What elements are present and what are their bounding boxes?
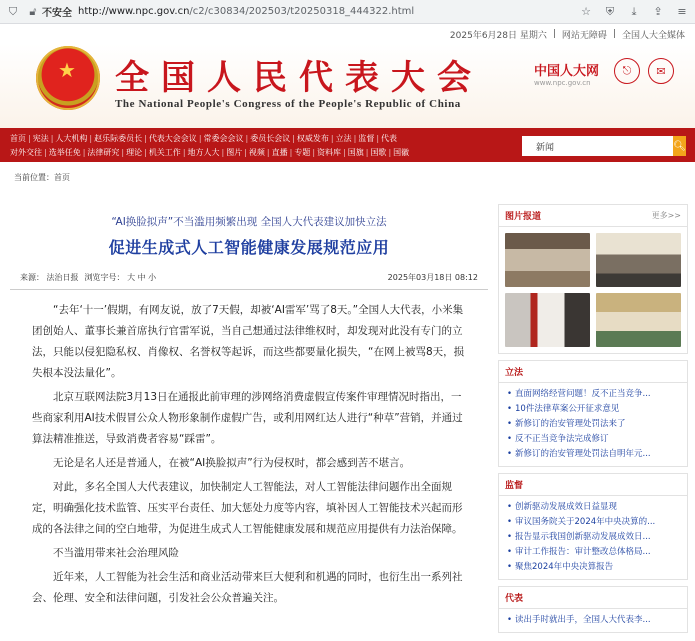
list-item[interactable]: • 新修订的治安管理处罚法来了 (507, 417, 679, 432)
nav-separator: | (144, 148, 147, 157)
news-photo[interactable] (505, 233, 590, 287)
article-body (10, 290, 488, 609)
news-photo[interactable] (505, 293, 590, 347)
nav-item[interactable]: 专题 (294, 148, 311, 157)
nav-item[interactable]: 首页 (10, 134, 26, 143)
legislation-block (498, 360, 688, 467)
nav-item[interactable]: 权威发布 (296, 134, 329, 143)
site-header (0, 44, 695, 128)
nav-item[interactable]: 立法 (335, 134, 352, 143)
paragraph: 北京互联网法院3月13日在通报此前审理的涉网络消费虚假宣传案件审理情况时指出，一些商家利用AI技术假冒公众人物形象制作虚假广告，或利用网红达人进行“种草”营销，并通过算法精准推送，导致消费者容易“踩雷”。 (32, 391, 463, 445)
nav-item[interactable]: 常委会会议 (203, 134, 244, 143)
nav-separator: | (50, 134, 54, 143)
list-item[interactable]: • 10件法律草案公开征求意见 (507, 402, 679, 417)
list-item[interactable]: • 审议国务院关于2024年中央决算的... (507, 515, 679, 530)
more-link[interactable]: 更多>> (651, 211, 681, 220)
nav-separator: | (44, 148, 47, 157)
nav-item[interactable]: 代表 (381, 134, 398, 143)
main-nav (0, 128, 695, 162)
supervision-title[interactable]: 监督 (505, 481, 524, 491)
nav-links (0, 128, 500, 162)
nav-item[interactable]: 国徽 (393, 148, 410, 157)
paragraph: 对此，多名全国人大代表建议，加快制定人工智能法，对人工智能法律问题作出全面规定，明确强化技术监管、压实平台责任、加大惩处力度等内容，填补因人工智能技术兴起而形成的各法律之间的空白地带，为促进生成式人工智能健康发展和规范应用提供有力法治保障。 (32, 481, 463, 535)
nav-item[interactable]: 资料库 (317, 148, 342, 157)
font-size-control[interactable]: 浏览字号： 大 中 小 (84, 273, 157, 282)
nav-item[interactable]: 人大机构 (55, 134, 88, 143)
nav-separator: | (312, 148, 316, 157)
list-item[interactable]: • 新修订的治安管理处罚法自明年元... (507, 447, 679, 462)
deputy-block (498, 586, 688, 633)
url-host: http://www.npc.gov.cn (78, 6, 190, 17)
mail-icon[interactable]: ✉ (648, 58, 674, 84)
list-item[interactable]: • 报告显示我国创新驱动发展成效日... (507, 530, 679, 545)
nav-item[interactable]: 国歌 (370, 148, 387, 157)
nav-row (10, 146, 500, 160)
nav-item[interactable]: 法律研究 (87, 148, 120, 157)
site-title[interactable]: 全国人民代表大会 (115, 58, 483, 98)
search-label: 新闻 (536, 142, 555, 153)
nav-separator: | (292, 134, 295, 143)
all-media-link[interactable]: 全国人大全媒体 (621, 30, 685, 41)
article-source: 来源： 法治日报 (20, 273, 79, 282)
nav-separator: | (353, 134, 357, 143)
menu-icon[interactable]: ≡ (677, 5, 687, 18)
nav-separator: | (182, 148, 186, 157)
browser-address-bar[interactable] (0, 0, 695, 24)
share-icon[interactable]: ⇪ (653, 5, 663, 18)
paragraph: “去年‘十一’假期，有网友说，放了7天假，却被‘AI雷军’骂了8天。”全国人大代表，小米集团创始人、董事长兼首席执行官雷军说，当自己想通过法律维权时，却发现对此没有专门的立法，只能以侵犯隐私权、肖像权、名誉权等起诉，而这些都要量化损失，“在网上被骂8天，损失根本没法量化”。 (32, 304, 465, 379)
article-kicker: “AI换脸拟声”不当滥用频繁出现 全国人大代表建议加快立法 (111, 216, 387, 228)
photo-report-block (498, 204, 688, 354)
shield-check-icon[interactable]: ⛨ (605, 4, 615, 18)
list-item[interactable]: • 审计工作报告：审计整改总体格局... (507, 545, 679, 560)
nav-item[interactable]: 宪法 (32, 134, 49, 143)
nav-separator: | (28, 134, 31, 143)
accessible-link[interactable]: 网站无障碍 (561, 30, 607, 41)
top-strip: 2025年6月28日 星期六 | 网站无障碍 | 全国人大全媒体 (449, 29, 685, 41)
nav-separator: | (343, 148, 346, 157)
shield-icon[interactable]: ⛉ (8, 4, 18, 18)
npc-logo-en: www.npc.gov.cn (534, 79, 591, 87)
nav-item[interactable]: 机关工作 (148, 148, 181, 157)
national-emblem-icon: ★ (36, 46, 100, 110)
url-path: /c2/c30834/202503/t20250318_444322.html (189, 6, 415, 17)
deputy-title[interactable]: 代表 (505, 594, 524, 604)
current-date: 2025年6月28日 星期六 (449, 30, 547, 41)
breadcrumb: 当前位置：首页 (14, 172, 70, 182)
article-date: 2025年03月18日 08:12 (387, 273, 478, 282)
paragraph: 无论是名人还是普通人，在被“AI换脸拟声”行为侵权时，都会感到苦不堪言。 (53, 457, 411, 469)
nav-separator: | (289, 148, 293, 157)
nav-separator: | (266, 148, 270, 157)
photo-report-title[interactable]: 图片报道 (505, 212, 542, 222)
nav-item[interactable]: 视频 (248, 148, 265, 157)
site-subtitle: The National People's Congress of the People's Republic of China (115, 98, 461, 110)
nav-separator: | (121, 148, 125, 157)
nav-separator: | (221, 148, 225, 157)
list-item[interactable]: • 聚焦2024年中央决算报告 (507, 560, 679, 575)
search-button[interactable]: 🔍︎ (673, 136, 686, 156)
article-meta (10, 272, 488, 290)
list-item[interactable]: • 反不正当竞争法完成修订 (507, 432, 679, 447)
nav-item[interactable]: 地方人大 (187, 148, 220, 157)
sidebar (498, 204, 688, 639)
paragraph: 近年来，人工智能为社会生活和商业活动带来巨大便利和机遇的同时，也衍生出一系列社会、伦理、安全和法律问题，引发社会公众普遍关注。 (32, 571, 463, 604)
download-icon[interactable]: ⤓ (631, 4, 637, 18)
npc-logo[interactable] (534, 60, 599, 87)
search-input[interactable] (556, 138, 673, 154)
nav-item[interactable]: 对外交往 (10, 148, 42, 157)
nav-item[interactable]: 赵乐际委员长 (94, 134, 143, 143)
nav-item[interactable]: 选举任免 (48, 148, 81, 157)
nav-separator: | (89, 134, 93, 143)
nav-separator: | (376, 134, 380, 143)
nav-separator: | (330, 134, 334, 143)
nav-separator: | (388, 148, 392, 157)
search-box (522, 136, 686, 156)
list-item[interactable]: • 直面网络经营问题！反不正当竞争... (507, 387, 679, 402)
nav-separator: | (365, 148, 369, 157)
url-text[interactable] (78, 6, 571, 17)
npc-logo-cn: 中国人大网 (534, 64, 600, 79)
nav-separator: | (244, 148, 247, 157)
legislation-title[interactable]: 立法 (505, 368, 524, 378)
bookmark-star-icon[interactable]: ☆ (581, 5, 591, 18)
nav-separator: | (82, 148, 86, 157)
nav-item[interactable]: 监督 (358, 134, 375, 143)
nav-separator: | (245, 134, 249, 143)
nav-item[interactable]: 代表大会会议 (148, 134, 197, 143)
nav-item[interactable]: 图片 (226, 148, 243, 157)
nav-item[interactable]: 国旗 (347, 148, 364, 157)
section-subheading: 不当滥用带来社会治理风险 (53, 547, 179, 559)
list-item[interactable]: • 创新驱动发展成效日益显现 (507, 500, 679, 515)
nav-item[interactable]: 理论 (126, 148, 143, 157)
nav-item[interactable]: 委员长会议 (250, 134, 291, 143)
nav-separator: | (198, 134, 202, 143)
list-item[interactable]: • 读出手时就出手，全国人大代表李... (507, 613, 679, 628)
supervision-block (498, 473, 688, 580)
nav-row (10, 132, 500, 146)
insecure-label[interactable]: 不安全 (42, 8, 72, 19)
news-photo[interactable] (596, 293, 681, 347)
nav-separator: | (144, 134, 147, 143)
news-photo[interactable] (596, 233, 681, 287)
login-icon[interactable]: ⎋ (614, 58, 640, 84)
insecure-lock-icon[interactable]: 🔓︎ (29, 4, 37, 18)
article (10, 210, 488, 641)
article-headline: 促进生成式人工智能健康发展规范应用 (108, 238, 390, 257)
nav-item[interactable]: 直播 (271, 148, 288, 157)
